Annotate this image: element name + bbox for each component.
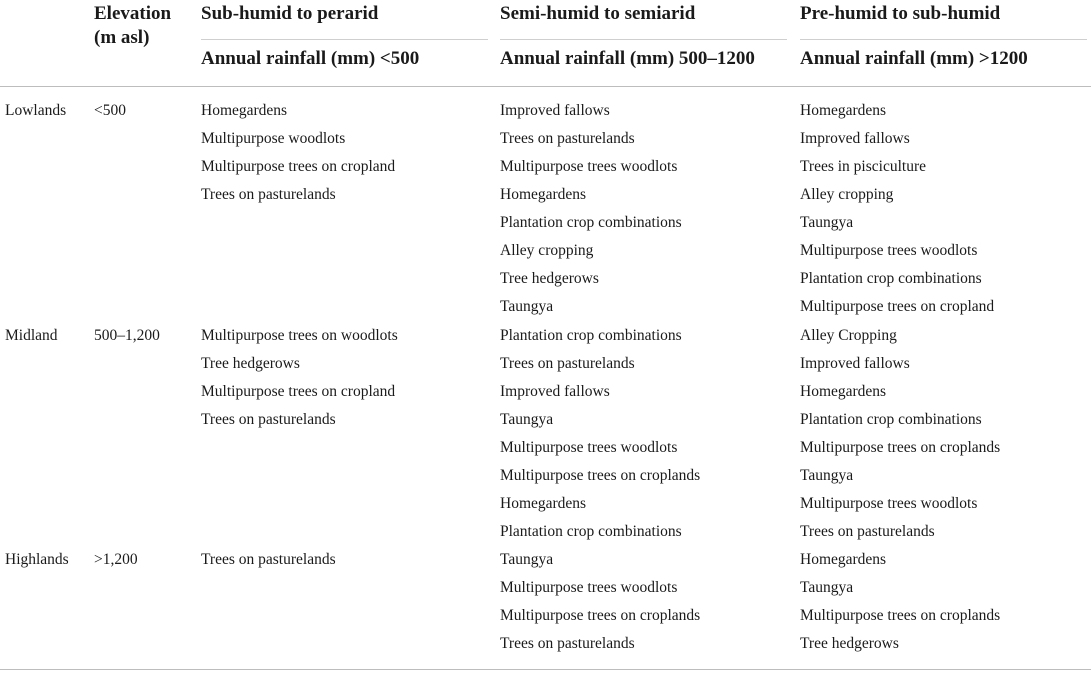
list-item: Plantation crop combinations	[800, 411, 982, 428]
header-subrule-2	[500, 39, 787, 40]
list-item: Trees on pasturelands	[500, 635, 635, 652]
list-item: Homegardens	[800, 551, 887, 568]
list-item: Tree hedgerows	[201, 355, 300, 372]
list-item: Homegardens	[500, 495, 587, 512]
header-subrule-1	[201, 39, 488, 40]
midland-col2-list	[500, 322, 700, 546]
row-elevation-lowlands: <500	[94, 102, 126, 119]
header-zone-3: Pre-humid to sub-humid	[800, 3, 1001, 24]
highlands-col1-list	[201, 546, 336, 574]
list-item: Trees on pasturelands	[500, 130, 635, 147]
list-item: Plantation crop combinations	[500, 327, 682, 344]
lowlands-col2-list	[500, 97, 682, 321]
header-rainfall-2: Annual rainfall (mm) 500–1200	[500, 48, 755, 69]
list-item: Plantation crop combinations	[500, 523, 682, 540]
list-item: Multipurpose trees on croplands	[800, 439, 1001, 456]
list-item: Trees on pasturelands	[201, 551, 336, 568]
row-region-highlands: Highlands	[5, 551, 69, 568]
row-elevation-midland: 500–1,200	[94, 327, 160, 344]
lowlands-col3-list	[800, 97, 994, 321]
list-item: Trees on pasturelands	[500, 355, 635, 372]
list-item: Alley cropping	[500, 242, 594, 259]
list-item: Multipurpose trees woodlots	[800, 242, 978, 259]
list-item: Multipurpose trees on croplands	[800, 607, 1001, 624]
list-item: Homegardens	[201, 102, 288, 119]
list-item: Multipurpose trees woodlots	[800, 495, 978, 512]
highlands-col2-list	[500, 546, 700, 658]
header-bottom-rule	[0, 86, 1091, 87]
list-item: Taungya	[500, 411, 554, 428]
header-elevation: Elevation (m asl)	[94, 3, 172, 48]
row-region-lowlands: Lowlands	[5, 102, 67, 119]
list-item: Multipurpose trees woodlots	[500, 439, 678, 456]
list-item: Taungya	[500, 551, 554, 568]
header-zone-1: Sub-humid to perarid	[201, 3, 379, 24]
list-item: Homegardens	[500, 186, 587, 203]
midland-col1-list	[201, 322, 398, 434]
row-region-midland: Midland	[5, 327, 58, 344]
list-item: Plantation crop combinations	[500, 214, 682, 231]
list-item: Multipurpose trees on croplands	[500, 467, 701, 484]
list-item: Alley cropping	[800, 186, 894, 203]
list-item: Plantation crop combinations	[800, 270, 982, 287]
table-bottom-rule	[0, 669, 1091, 670]
lowlands-col1-list	[201, 97, 395, 209]
list-item: Multipurpose trees woodlots	[500, 158, 678, 175]
list-item: Improved fallows	[500, 102, 610, 119]
list-item: Multipurpose trees on woodlots	[201, 327, 398, 344]
list-item: Multipurpose woodlots	[201, 130, 346, 147]
list-item: Improved fallows	[500, 383, 610, 400]
header-rainfall-1: Annual rainfall (mm) <500	[201, 48, 420, 69]
header-subrule-3	[800, 39, 1087, 40]
header-zone-2: Semi-humid to semiarid	[500, 3, 696, 24]
list-item: Homegardens	[800, 383, 887, 400]
list-item: Multipurpose trees on cropland	[201, 158, 396, 175]
list-item: Trees on pasturelands	[201, 186, 336, 203]
list-item: Taungya	[500, 298, 554, 315]
list-item: Improved fallows	[800, 130, 910, 147]
list-item: Tree hedgerows	[800, 635, 899, 652]
list-item: Trees on pasturelands	[201, 411, 336, 428]
highlands-col3-list	[800, 546, 1000, 658]
list-item: Trees on pasturelands	[800, 523, 935, 540]
list-item: Improved fallows	[800, 355, 910, 372]
list-item: Taungya	[800, 467, 854, 484]
list-item: Multipurpose trees on cropland	[800, 298, 995, 315]
list-item: Taungya	[800, 214, 854, 231]
list-item: Multipurpose trees on cropland	[201, 383, 396, 400]
header-rainfall-3: Annual rainfall (mm) >1200	[800, 48, 1028, 69]
list-item: Trees in pisciculture	[800, 158, 926, 175]
list-item: Homegardens	[800, 102, 887, 119]
list-item: Tree hedgerows	[500, 270, 599, 287]
list-item: Multipurpose trees woodlots	[500, 579, 678, 596]
midland-col3-list	[800, 322, 1000, 546]
list-item: Alley Cropping	[800, 327, 897, 344]
row-elevation-highlands: >1,200	[94, 551, 138, 568]
list-item: Multipurpose trees on croplands	[500, 607, 701, 624]
list-item: Taungya	[800, 579, 854, 596]
